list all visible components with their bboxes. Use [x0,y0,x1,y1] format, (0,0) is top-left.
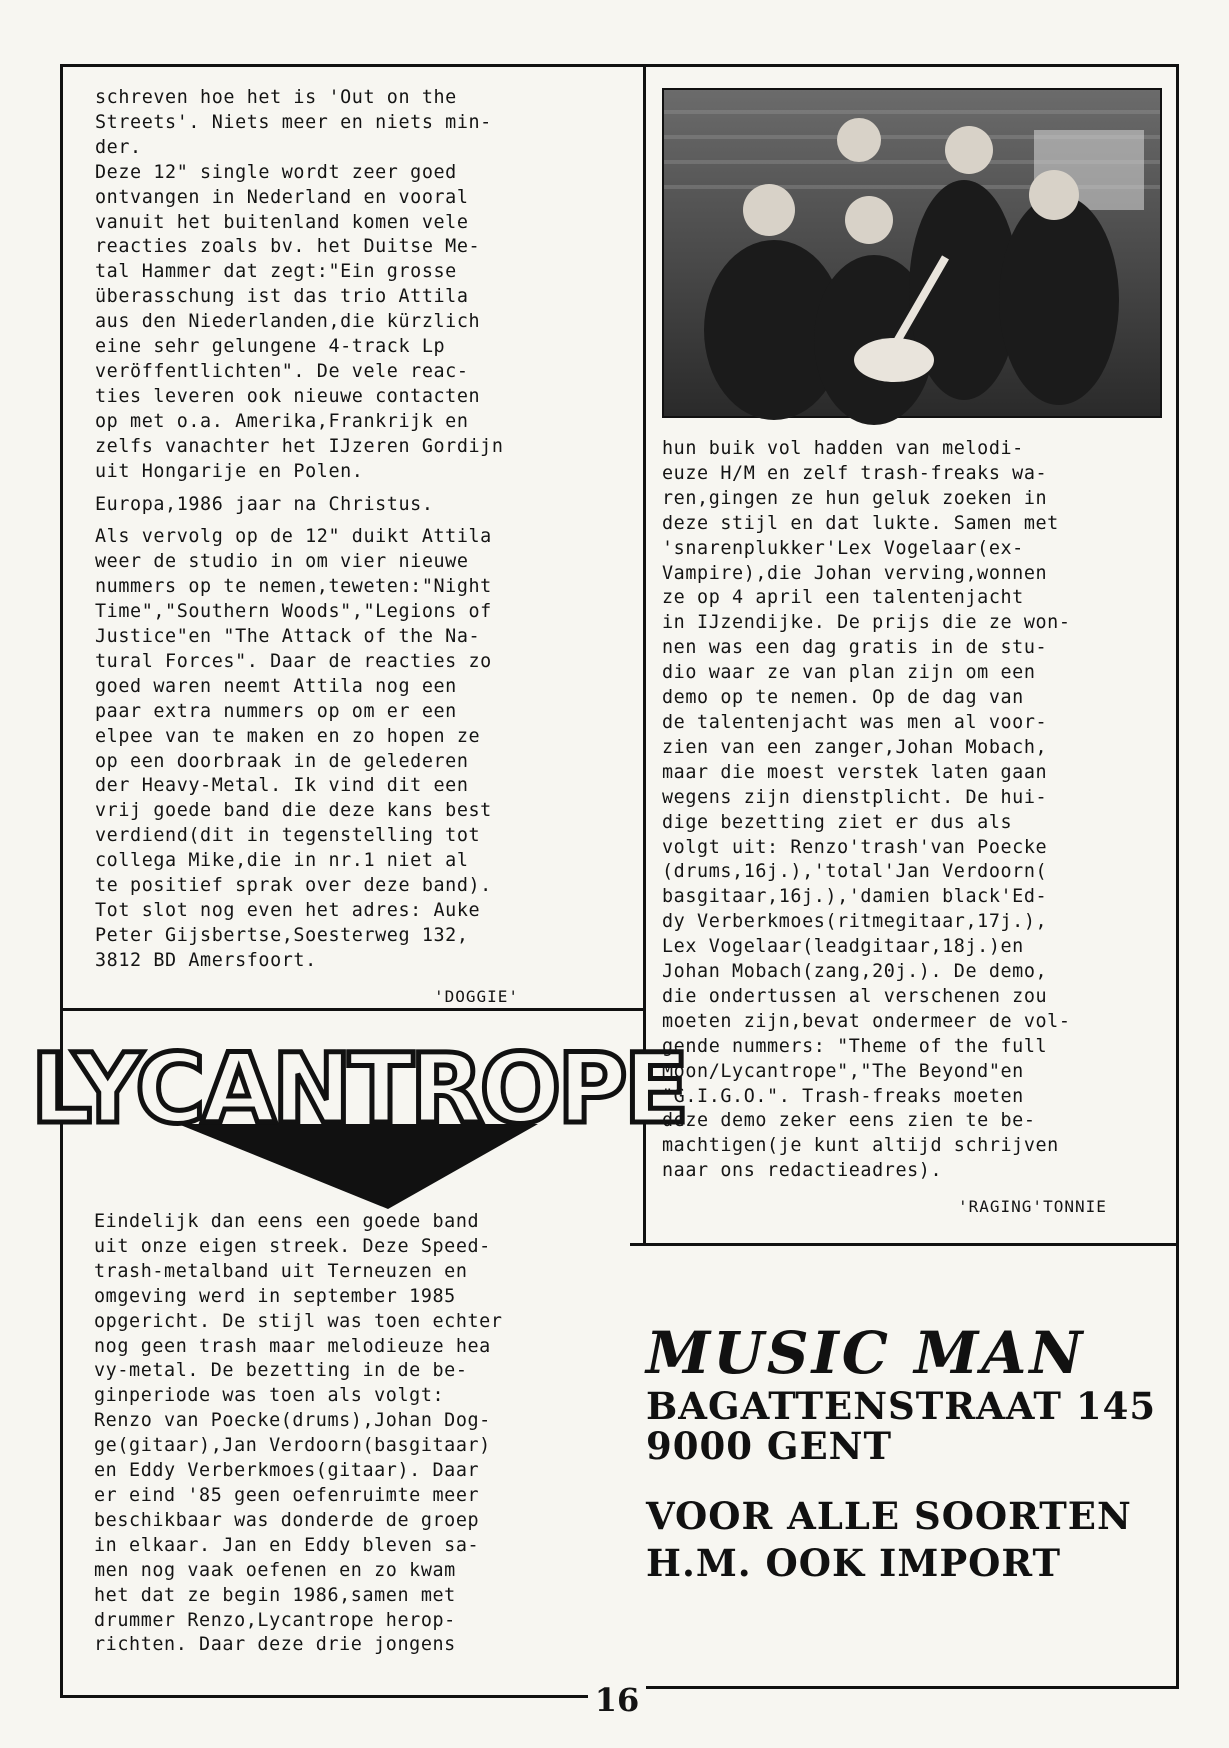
lycantrope-logo-text: LYCANTROPE [30,1033,686,1145]
page-number: 16 [588,1681,646,1719]
lycantrope-signature: 'RAGING'TONNIE [958,1197,1107,1216]
ad-line-2: H.M. OOK IMPORT [646,1541,1062,1585]
lycantrope-left-text: Eindelijk dan eens een goede band uit onze eigen streek. Deze Speed- trash-metalband uit Terneuzen en omgeving werd in september 1985 opgericht. De stijl was toen echter nog geen trash maar melodieuze hea vy-metal. De bezetting in de be- ginperiode was toen als volgt: Renzo van Poecke(drums),Johan Dog- ge(gitaar),Jan Verdoorn(basgitaar) en Eddy Verberkmoes(gitaar). Daar er eind '85 geen oefenruimte meer beschikbaar was donderde de groep in elkaar. Jan en Eddy bleven sa- men nog vaak oefenen en zo kwam het dat ze begin 1986,samen met drummer Renzo,Lycantrope herop- richten. Daar deze drie jongens [94,1211,503,1656]
frame-bottom-left [60,1695,590,1698]
ad-title: MUSIC MAN [646,1319,1086,1387]
ad-line-1: VOOR ALLE SOORTEN [646,1494,1132,1538]
attila-signature: 'DOGGIE' [434,987,520,1006]
ad-street: BAGATTENSTRAAT 145 [646,1384,1157,1428]
attila-paragraph-2: Europa,1986 jaar na Christus. [95,493,434,515]
frame-bottom-right [644,1686,1179,1689]
ad-city: 9000 GENT [646,1424,893,1468]
attila-paragraph-3: Als vervolg op de 12" duikt Attila weer de studio in om vier nieuwe nummers op te nemen,teweten:"Night Time","Southern Woods","Legions of Justice"en "The Attack of the Na- tural Forces". Daar de reacties zo goed waren neemt Attila nog een paar extra nummers op om er een elpee van te maken en zo hopen ze op een doorbraak in de gelederen der Heavy-Metal. Ik vind dit een vrij goede band die deze kans best verdiend(dit in tegenstelling tot collega Mike,die in nr.1 niet al te positief sprak over deze band). Tot slot nog even het adres: Auke Peter Gijsbertse,Soesterweg 132, 3812 BD Amersfoort. [95,526,492,971]
article-lycantrope-right [662,437,1071,1184]
frame-left [60,64,63,1697]
band-photo-image [664,90,1160,416]
lycantrope-right-text: hun buik vol hadden van melodi- euze H/M en zelf trash-freaks wa- ren,gingen ze hun geluk zoeken in deze stijl en dat lukte. Samen met 'snarenplukker'Lex Vogelaar(ex- Vampire),die Johan verving,wonnen ze op 4 april een talentenjacht in IJzendijke. De prijs die ze won- nen was een dag gratis in de stu- dio waar ze van plan zijn om een demo op te nemen. Op de dag van de talentenjacht was men al voor- zien van een zanger,Johan Mobach, maar die moest verstek laten gaan wegens zijn dienstplicht. De hui- dige bezetting ziet er dus als volgt uit: Renzo'trash'van Poecke (drums,16j.),'total'Jan Verdoorn( basgitaar,16j.),'damien black'Ed- dy Verberkmoes(ritmegitaar,17j.), Lex Vogelaar(leadgitaar,18j.)en Johan Mobach(zang,20j.). De demo, die ondertussen al verschenen zou moeten zijn,bevat ondermeer de vol- gende nummers: "Theme of the full Moon/Lycantrope","The Beyond"en "G.I.G.O.". Trash-freaks moeten deze demo zeker eens zien te be- machtigen(je kunt altijd schrijven naar ons redactieadres). [662,438,1071,1182]
frame-right [1176,64,1179,1687]
article-attila [95,86,504,974]
band-photo [662,88,1162,418]
frame-top [60,64,1179,67]
article-lycantrope-left [94,1210,503,1658]
lycantrope-logo [30,1004,686,1216]
lycantrope-logo-image [30,1004,686,1216]
section-divider-right [630,1243,1179,1246]
attila-paragraph-1: schreven hoe het is 'Out on the Streets'. Niets meer en niets min- der. Deze 12" single wordt zeer goed ontvangen in Nederland en vooral vanuit het buitenland komen vele reacties zoals bv. het Duitse Me- tal Hammer dat zegt:"Ein grosse überasschung ist das trio Attila aus den Niederlanden,die kürzlich eine sehr gelungene 4-track Lp veröffentlichten". De vele reac- ties leveren ook nieuwe contacten op met o.a. Amerika,Frankrijk en zelfs vanachter het IJzeren Gordijn uit Hongarije en Polen. [95,87,504,482]
